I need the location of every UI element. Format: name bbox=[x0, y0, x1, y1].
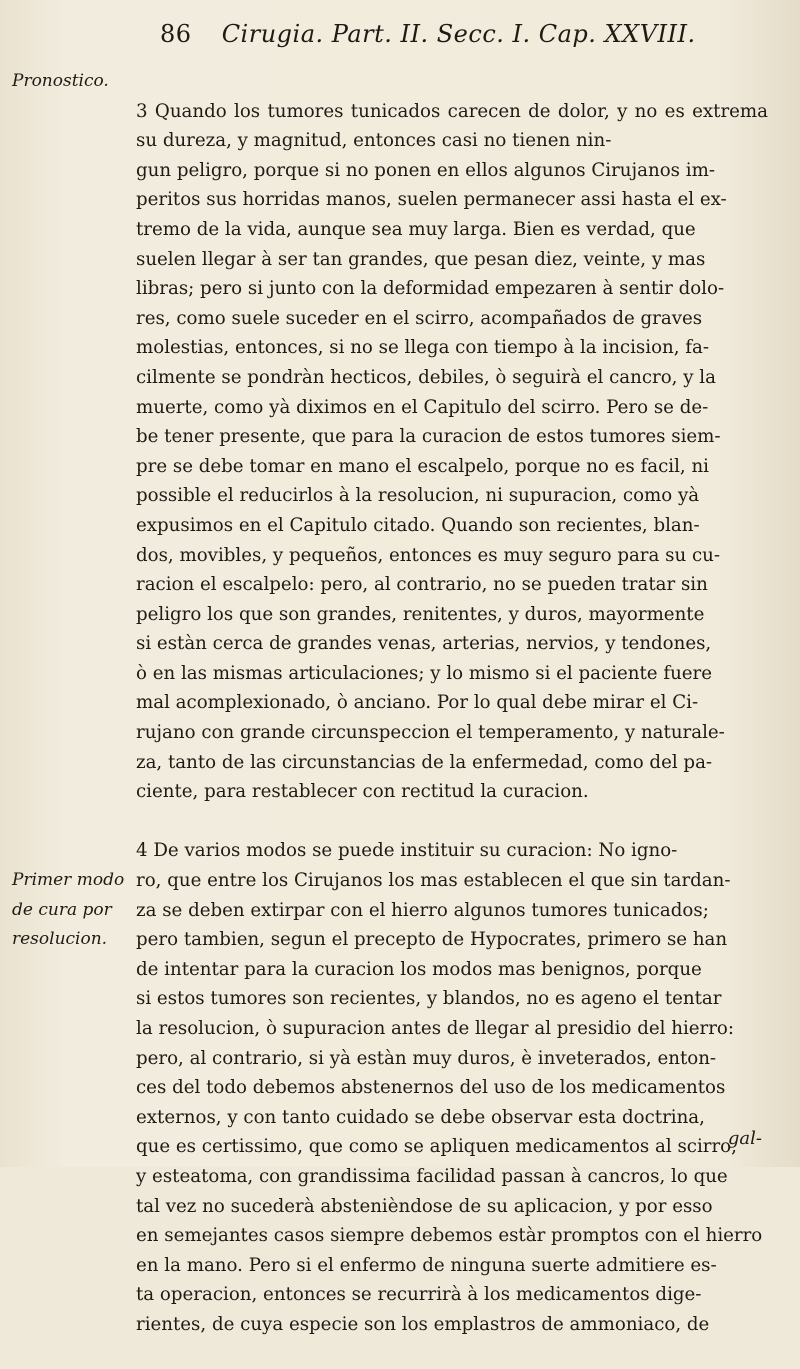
margin-note-pronostico: Pronostico. bbox=[12, 71, 109, 91]
margin-note-primer-modo: Primer modo de cura por resolucion. bbox=[12, 870, 125, 950]
paragraph-4: 4 De varios modos se puede instituir su curacion: No igno- ro, que entre los Cirujanos los mas establecen el que sin tardan- za se deben extirpar con el hierro algunos tumores tunicados; pero tambien, segun el precepto de Hypocrates, primero se han de intentar para la curacion los modos mas benignos, porque si estos tumores son recientes, y blandos, no es ageno el tentar la resolucion, ò supuracion antes de llegar al presidio del hierro: pero, al contrario, si yà estàn muy duros, è inveterados, enton- ces del todo debemos abstenernos del uso de los medicamentos externos, y con tanto cuidado se debe observar esta doctrina, que es certissimo, que como se apliquen medicamentos al scirro, y esteatoma, con grandissima facilidad passan à cancros, lo que tal vez no sucederà abstenièndose de su aplicacion, y por esso en semejantes casos siempre debemos estàr promptos con el hierro en la mano. Pero si el enfermo de ninguna suerte admitiere es- ta operacion, entonces se recurrirà à los medicamentos dige- rientes, de cuya especie son los emplastros de ammoniaco, de bbox=[136, 840, 763, 1335]
body-text bbox=[136, 67, 768, 1369]
running-header bbox=[160, 20, 720, 48]
catchword: gal- bbox=[727, 1128, 762, 1149]
paragraph-3: 3 Quando los tumores tunicados carecen de dolor, y no es extrema su dureza, y magnitud, entonces casi no tienen nin- gun peligro, porque si no ponen en ellos algunos Cirujanos im- peritos sus horridas manos, suelen permanecer assi hasta el ex- tremo de la vida, aunque sea muy larga. Bien es verdad, que suelen llegar à ser tan grandes, que pesan diez, veinte, y mas libras; pero si junto con la deformidad empezaren à sentir dolo- res, como suele suceder en el scirro, acompañados de graves molestias, entonces, si no se llega con tiempo à la incision, fa- cilmente se pondràn hecticos, debiles, ò seguirà el cancro, y la muerte, como yà diximos en el Capitulo del scirro. Pero se de- be tener presente, que para la curacion de estos tumores siem- pre se debe tomar en mano el escalpelo, porque no es facil, ni possible el reducirlos à la resolucion, ni supuracion, como yà expusimos en el Capitulo citado. Quando son recientes, blan- dos, movibles, y pequeños, entonces es muy seguro para su cu- racion el escalpelo: pero, al contrario, no se pueden tratar sin peligro los que son grandes, renitentes, y duros, mayormente si estàn cerca de grandes venas, arterias, nervios, y tendones, ò en las mismas articulaciones; y lo mismo si el paciente fuere mal acomplexionado, ò anciano. Por lo qual debe mirar el Ci- rujano con grande circunspeccion el temperamento, y naturale- za, tanto de las circunstancias de la enfermedad, como del pa- ciente, para restablecer con rectitud la curacion. bbox=[136, 100, 768, 803]
running-title: Cirugia. Part. II. Secc. I. Cap. XXVIII. bbox=[221, 20, 696, 48]
page-number: 86 bbox=[160, 20, 192, 48]
